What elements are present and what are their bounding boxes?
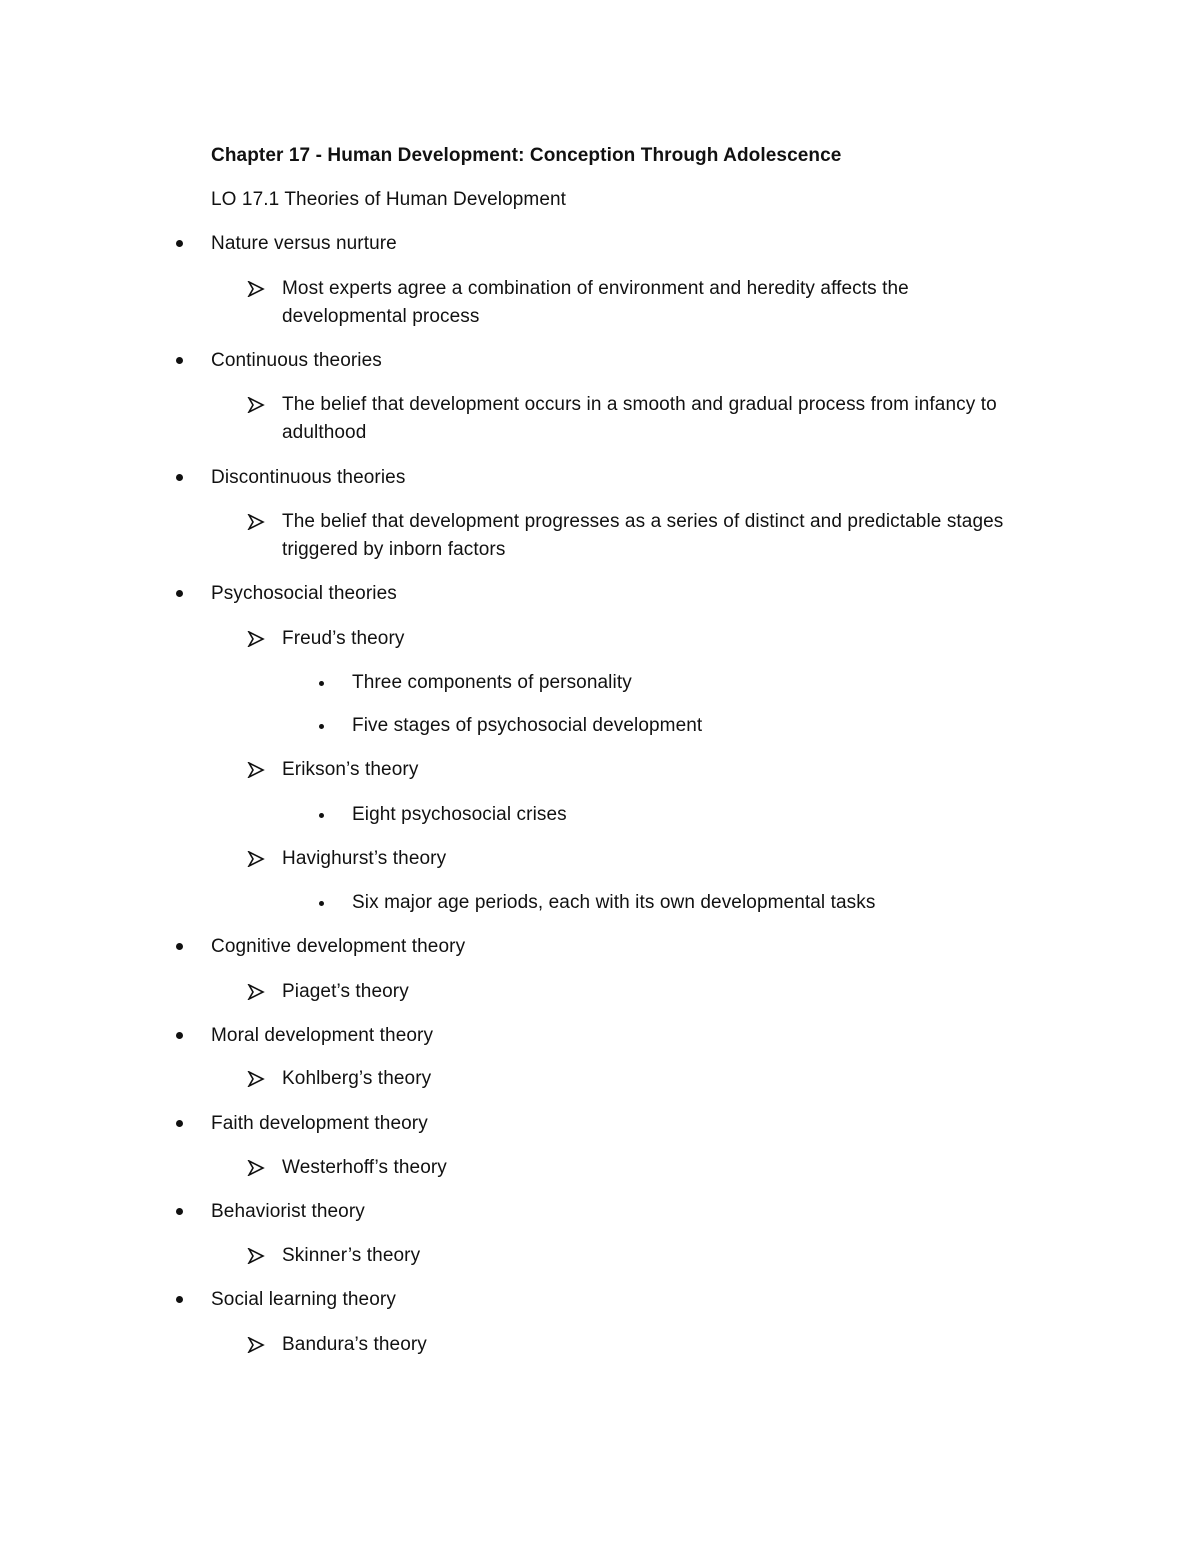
sub-list-item: Havighurst’s theory	[282, 848, 447, 869]
list-item: Social learning theory	[211, 1289, 396, 1310]
sub-list-item: Most experts agree a combination of environment and heredity affects the	[282, 278, 909, 299]
list-item: Continuous theories	[211, 350, 382, 371]
list-item: Psychosocial theories	[211, 583, 397, 604]
section-heading: LO 17.1 Theories of Human Development	[211, 189, 567, 210]
sub-list-item: Skinner’s theory	[282, 1245, 421, 1266]
bullet-icon	[176, 1032, 183, 1039]
nested-list-item: Six major age periods, each with its own developmental tasks	[352, 892, 876, 913]
sub-list-item: The belief that development occurs in a smooth and gradual process from infancy to	[282, 394, 997, 415]
sub-list-item-continued: developmental process	[282, 306, 480, 327]
arrow-bullet-icon	[247, 1248, 265, 1264]
nested-list-item: Five stages of psychosocial development	[352, 715, 703, 736]
arrow-bullet-icon	[247, 762, 265, 778]
sub-list-item: Westerhoff’s theory	[282, 1157, 447, 1178]
bullet-icon	[176, 357, 183, 364]
sub-list-item: Kohlberg’s theory	[282, 1068, 432, 1089]
bullet-icon	[176, 1296, 183, 1303]
arrow-bullet-icon	[247, 281, 265, 297]
arrow-bullet-icon	[247, 851, 265, 867]
arrow-bullet-icon	[247, 397, 265, 413]
nested-list-item: Eight psychosocial crises	[352, 804, 567, 825]
bullet-icon	[176, 590, 183, 597]
list-item: Discontinuous theories	[211, 467, 406, 488]
list-item: Cognitive development theory	[211, 936, 466, 957]
sub-list-item: Freud’s theory	[282, 628, 405, 649]
sub-list-item: Erikson’s theory	[282, 759, 419, 780]
list-item: Nature versus nurture	[211, 233, 397, 254]
list-item: Faith development theory	[211, 1113, 428, 1134]
nested-list-item: Three components of personality	[352, 672, 632, 693]
bullet-icon	[176, 943, 183, 950]
small-bullet-icon	[319, 724, 324, 729]
sub-list-item: The belief that development progresses as a series of distinct and predictable stages	[282, 511, 1004, 532]
sub-list-item-continued: adulthood	[282, 422, 367, 443]
small-bullet-icon	[319, 813, 324, 818]
sub-list-item: Bandura’s theory	[282, 1334, 427, 1355]
arrow-bullet-icon	[247, 631, 265, 647]
bullet-icon	[176, 240, 183, 247]
small-bullet-icon	[319, 901, 324, 906]
small-bullet-icon	[319, 681, 324, 686]
list-item: Behaviorist theory	[211, 1201, 365, 1222]
arrow-bullet-icon	[247, 1337, 265, 1353]
bullet-icon	[176, 1120, 183, 1127]
arrow-bullet-icon	[247, 984, 265, 1000]
arrow-bullet-icon	[247, 1160, 265, 1176]
arrow-bullet-icon	[247, 1071, 265, 1087]
sub-list-item: Piaget’s theory	[282, 981, 409, 1002]
document-title: Chapter 17 - Human Development: Conception Through Adolescence	[211, 145, 842, 166]
arrow-bullet-icon	[247, 514, 265, 530]
bullet-icon	[176, 474, 183, 481]
sub-list-item-continued: triggered by inborn factors	[282, 539, 506, 560]
list-item: Moral development theory	[211, 1025, 434, 1046]
bullet-icon	[176, 1208, 183, 1215]
